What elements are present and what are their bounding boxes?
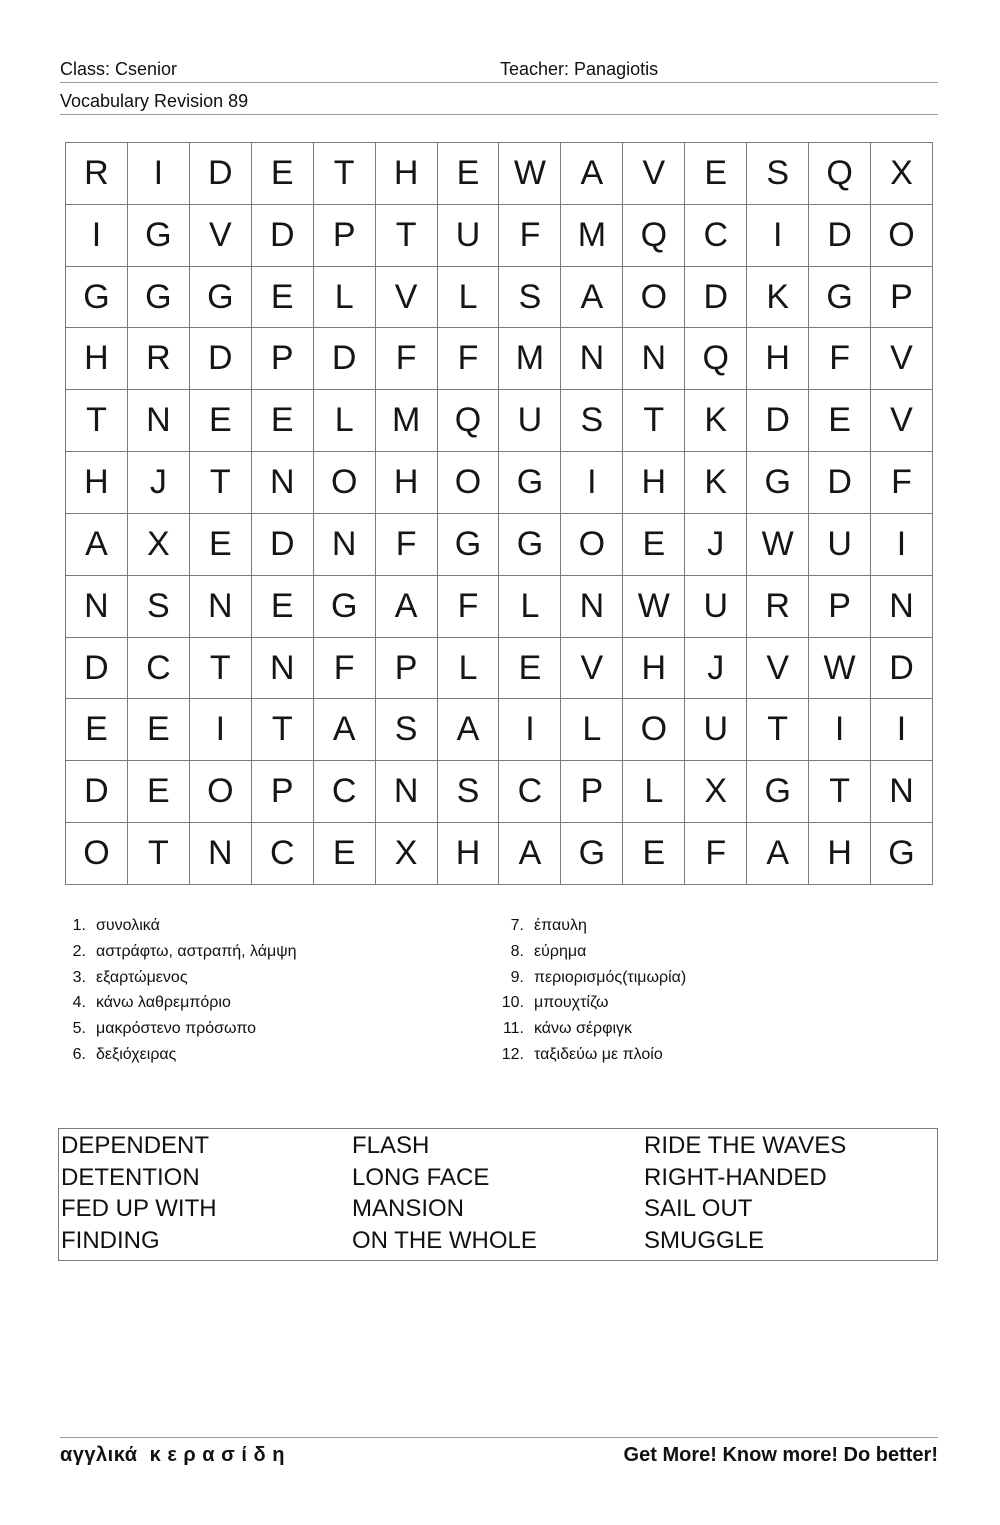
grid-cell[interactable]: F bbox=[871, 452, 933, 514]
word-bank-item: ON THE WHOLE bbox=[352, 1226, 537, 1254]
grid-cell[interactable]: N bbox=[314, 514, 376, 576]
grid-cell[interactable]: A bbox=[314, 699, 376, 761]
grid-cell[interactable]: L bbox=[438, 638, 500, 700]
grid-cell[interactable]: G bbox=[314, 576, 376, 638]
grid-cell[interactable]: D bbox=[809, 452, 871, 514]
header-row-class-teacher bbox=[60, 58, 938, 83]
clue-text: κάνω λαθρεμπόριο bbox=[96, 994, 231, 1012]
grid-cell[interactable]: C bbox=[252, 823, 314, 885]
grid-cell[interactable]: G bbox=[190, 267, 252, 329]
grid-cell[interactable]: M bbox=[499, 328, 561, 390]
clue-item bbox=[60, 1042, 460, 1068]
grid-cell[interactable]: S bbox=[376, 699, 438, 761]
clue-item bbox=[498, 1016, 928, 1042]
grid-cell[interactable]: C bbox=[685, 205, 747, 267]
footer-author: αγγλικά κ ε ρ α σ ί δ η bbox=[60, 1444, 285, 1466]
grid-cell[interactable]: A bbox=[561, 267, 623, 329]
grid-cell[interactable]: I bbox=[871, 514, 933, 576]
word-bank-item: RIGHT-HANDED bbox=[644, 1163, 827, 1191]
grid-cell[interactable]: V bbox=[376, 267, 438, 329]
grid-cell[interactable]: H bbox=[747, 328, 809, 390]
grid-cell[interactable]: A bbox=[499, 823, 561, 885]
grid-cell[interactable]: A bbox=[747, 823, 809, 885]
grid-cell[interactable]: V bbox=[561, 638, 623, 700]
word-bank-item: MANSION bbox=[352, 1195, 465, 1222]
grid-cell[interactable]: F bbox=[809, 328, 871, 390]
grid-cell[interactable]: E bbox=[190, 514, 252, 576]
grid-cell[interactable]: V bbox=[623, 143, 685, 205]
grid-cell[interactable]: E bbox=[809, 390, 871, 452]
header-row-title bbox=[60, 90, 938, 115]
grid-cell[interactable]: U bbox=[685, 576, 747, 638]
grid-cell[interactable]: J bbox=[685, 638, 747, 700]
grid-cell[interactable]: O bbox=[871, 205, 933, 267]
grid-cell[interactable]: P bbox=[252, 328, 314, 390]
grid-cell[interactable]: M bbox=[376, 390, 438, 452]
grid-cell[interactable]: F bbox=[376, 514, 438, 576]
grid-cell[interactable]: H bbox=[376, 143, 438, 205]
word-bank-item: FLASH bbox=[352, 1132, 430, 1159]
grid-cell[interactable]: L bbox=[438, 267, 500, 329]
clue-item bbox=[498, 913, 928, 939]
word-bank-item: FED UP WITH bbox=[61, 1195, 217, 1222]
grid-cell[interactable]: N bbox=[561, 576, 623, 638]
clue-text: αστράφτω, αστραπή, λάμψη bbox=[96, 942, 297, 960]
grid-cell[interactable]: V bbox=[747, 638, 809, 700]
grid-cell[interactable]: O bbox=[190, 761, 252, 823]
grid-cell[interactable]: U bbox=[809, 514, 871, 576]
grid-cell[interactable]: L bbox=[314, 390, 376, 452]
grid-cell[interactable]: G bbox=[438, 514, 500, 576]
grid-cell[interactable]: D bbox=[190, 143, 252, 205]
grid-cell[interactable]: E bbox=[66, 699, 128, 761]
grid-cell[interactable]: M bbox=[561, 205, 623, 267]
grid-cell[interactable]: N bbox=[252, 452, 314, 514]
grid-cell[interactable]: P bbox=[561, 761, 623, 823]
grid-cell[interactable]: G bbox=[128, 267, 190, 329]
grid-cell[interactable]: T bbox=[747, 699, 809, 761]
word-bank-item: RIDE THE WAVES bbox=[644, 1132, 847, 1159]
clue-text: συνολικά bbox=[96, 917, 160, 934]
grid-cell[interactable]: E bbox=[499, 638, 561, 700]
grid-cell[interactable]: G bbox=[561, 823, 623, 885]
grid-cell[interactable]: H bbox=[66, 452, 128, 514]
grid-cell[interactable]: V bbox=[871, 390, 933, 452]
word-bank-item: LONG FACE bbox=[352, 1163, 490, 1191]
grid-cell[interactable]: Q bbox=[685, 328, 747, 390]
footer-slogan: Get More! Know more! Do better! bbox=[623, 1444, 938, 1466]
grid-cell[interactable]: N bbox=[190, 576, 252, 638]
grid-cell[interactable]: I bbox=[499, 699, 561, 761]
grid-cell[interactable]: N bbox=[190, 823, 252, 885]
clue-text: κάνω σέρφιγκ bbox=[534, 1020, 633, 1038]
clue-text: μπουχτίζω bbox=[534, 994, 609, 1012]
grid-cell[interactable]: N bbox=[128, 390, 190, 452]
grid-cell[interactable]: E bbox=[438, 143, 500, 205]
grid-cell[interactable]: E bbox=[128, 761, 190, 823]
grid-cell[interactable]: X bbox=[128, 514, 190, 576]
grid-cell[interactable]: L bbox=[499, 576, 561, 638]
grid-cell[interactable]: G bbox=[747, 452, 809, 514]
grid-cell[interactable]: H bbox=[438, 823, 500, 885]
grid-cell[interactable]: E bbox=[190, 390, 252, 452]
grid-cell[interactable]: K bbox=[685, 452, 747, 514]
word-bank-column bbox=[644, 1130, 846, 1256]
grid-cell[interactable]: O bbox=[561, 514, 623, 576]
grid-cell[interactable]: W bbox=[623, 576, 685, 638]
grid-cell[interactable]: I bbox=[809, 699, 871, 761]
grid-cell[interactable]: D bbox=[809, 205, 871, 267]
grid-cell[interactable]: I bbox=[747, 205, 809, 267]
grid-cell[interactable]: R bbox=[747, 576, 809, 638]
clue-number: 7. bbox=[510, 917, 524, 934]
grid-cell[interactable]: E bbox=[252, 143, 314, 205]
grid-cell[interactable]: A bbox=[438, 699, 500, 761]
clue-list-left bbox=[60, 913, 460, 1068]
clue-number: 1. bbox=[72, 917, 86, 934]
grid-cell[interactable]: F bbox=[438, 576, 500, 638]
clue-text: ταξιδεύω με πλοίο bbox=[534, 1045, 663, 1063]
grid-cell[interactable]: X bbox=[685, 761, 747, 823]
grid-cell[interactable]: V bbox=[871, 328, 933, 390]
clue-number: 12. bbox=[501, 1045, 524, 1063]
word-search-grid bbox=[65, 142, 933, 885]
grid-cell[interactable]: T bbox=[190, 452, 252, 514]
grid-cell[interactable]: S bbox=[128, 576, 190, 638]
grid-cell[interactable]: H bbox=[376, 452, 438, 514]
grid-cell[interactable]: D bbox=[871, 638, 933, 700]
grid-cell[interactable]: G bbox=[747, 761, 809, 823]
grid-cell[interactable]: I bbox=[561, 452, 623, 514]
word-bank-column bbox=[61, 1130, 217, 1256]
word-bank-item: SMUGGLE bbox=[644, 1226, 765, 1254]
grid-cell[interactable]: N bbox=[252, 638, 314, 700]
grid-cell[interactable]: E bbox=[623, 823, 685, 885]
grid-cell[interactable]: E bbox=[252, 576, 314, 638]
clue-item bbox=[498, 1042, 928, 1068]
grid-cell[interactable]: W bbox=[809, 638, 871, 700]
clue-number: 11. bbox=[502, 1020, 524, 1038]
clue-number: 3. bbox=[72, 968, 86, 986]
grid-cell[interactable]: N bbox=[66, 576, 128, 638]
grid-cell[interactable]: I bbox=[190, 699, 252, 761]
clue-item bbox=[498, 939, 928, 965]
clue-item bbox=[60, 965, 460, 991]
grid-cell[interactable]: T bbox=[252, 699, 314, 761]
grid-cell[interactable]: E bbox=[314, 823, 376, 885]
grid-cell[interactable]: R bbox=[128, 328, 190, 390]
clue-number: 5. bbox=[72, 1020, 86, 1038]
grid-cell[interactable]: P bbox=[809, 576, 871, 638]
grid-cell[interactable]: F bbox=[376, 328, 438, 390]
grid-cell[interactable]: P bbox=[314, 205, 376, 267]
grid-cell[interactable]: J bbox=[685, 514, 747, 576]
grid-cell[interactable]: G bbox=[66, 267, 128, 329]
grid-cell[interactable]: I bbox=[66, 205, 128, 267]
grid-cell[interactable]: E bbox=[252, 267, 314, 329]
grid-cell[interactable]: X bbox=[871, 143, 933, 205]
grid-cell[interactable]: F bbox=[499, 205, 561, 267]
clue-item bbox=[60, 913, 460, 939]
grid-cell[interactable]: S bbox=[561, 390, 623, 452]
grid-cell[interactable]: F bbox=[438, 328, 500, 390]
grid-cell[interactable]: U bbox=[685, 699, 747, 761]
clue-text: μακρόστενο πρόσωπο bbox=[96, 1020, 257, 1038]
clue-number: 6. bbox=[72, 1045, 86, 1063]
grid-cell[interactable]: A bbox=[561, 143, 623, 205]
grid-cell[interactable]: T bbox=[128, 823, 190, 885]
worksheet-title: Vocabulary Revision 89 bbox=[60, 91, 249, 111]
grid-cell[interactable]: S bbox=[438, 761, 500, 823]
grid-cell[interactable]: O bbox=[623, 267, 685, 329]
word-bank-item: FINDING bbox=[61, 1226, 160, 1254]
grid-cell[interactable]: Q bbox=[438, 390, 500, 452]
grid-cell[interactable]: H bbox=[809, 823, 871, 885]
grid-cell[interactable]: C bbox=[499, 761, 561, 823]
grid-cell[interactable]: U bbox=[499, 390, 561, 452]
grid-cell[interactable]: D bbox=[685, 267, 747, 329]
grid-cell[interactable]: D bbox=[190, 328, 252, 390]
grid-cell[interactable]: X bbox=[376, 823, 438, 885]
grid-cell[interactable]: G bbox=[499, 514, 561, 576]
grid-cell[interactable]: S bbox=[499, 267, 561, 329]
clue-item bbox=[498, 965, 928, 991]
grid-cell[interactable]: D bbox=[747, 390, 809, 452]
clue-number: 9. bbox=[510, 968, 524, 986]
grid-cell[interactable]: S bbox=[747, 143, 809, 205]
grid-cell[interactable]: F bbox=[685, 823, 747, 885]
grid-cell[interactable]: J bbox=[128, 452, 190, 514]
grid-cell[interactable]: V bbox=[190, 205, 252, 267]
footer-divider bbox=[60, 1437, 938, 1438]
grid-cell[interactable]: U bbox=[438, 205, 500, 267]
grid-cell[interactable]: O bbox=[623, 699, 685, 761]
grid-cell[interactable]: G bbox=[871, 823, 933, 885]
grid-cell[interactable]: Q bbox=[623, 205, 685, 267]
grid-cell[interactable]: I bbox=[871, 699, 933, 761]
grid-cell[interactable]: T bbox=[809, 761, 871, 823]
grid-cell[interactable]: E bbox=[623, 514, 685, 576]
grid-cell[interactable]: H bbox=[623, 638, 685, 700]
grid-cell[interactable]: I bbox=[128, 143, 190, 205]
word-bank bbox=[58, 1128, 938, 1261]
grid-cell[interactable]: G bbox=[809, 267, 871, 329]
grid-cell[interactable]: L bbox=[314, 267, 376, 329]
word-bank-item: SAIL OUT bbox=[644, 1195, 753, 1222]
clue-number: 4. bbox=[72, 994, 86, 1012]
word-bank-column bbox=[352, 1130, 537, 1256]
grid-cell[interactable]: P bbox=[376, 638, 438, 700]
grid-cell[interactable]: L bbox=[623, 761, 685, 823]
grid-cell[interactable]: T bbox=[66, 390, 128, 452]
clue-number: 2. bbox=[72, 942, 86, 960]
grid-cell[interactable]: W bbox=[747, 514, 809, 576]
word-bank-item: DETENTION bbox=[61, 1163, 200, 1191]
grid-cell[interactable]: T bbox=[376, 205, 438, 267]
grid-cell[interactable]: A bbox=[66, 514, 128, 576]
word-bank-item: DEPENDENT bbox=[61, 1132, 210, 1159]
clue-text: έπαυλη bbox=[534, 917, 587, 934]
grid-cell[interactable]: T bbox=[190, 638, 252, 700]
class-label: Class: Csenior bbox=[60, 59, 178, 79]
grid-cell[interactable]: A bbox=[376, 576, 438, 638]
grid-cell[interactable]: N bbox=[623, 328, 685, 390]
grid-cell[interactable]: W bbox=[499, 143, 561, 205]
clue-number: 10. bbox=[501, 994, 524, 1012]
grid-cell[interactable]: N bbox=[561, 328, 623, 390]
grid-cell[interactable]: N bbox=[871, 761, 933, 823]
clue-text: εύρημα bbox=[534, 942, 587, 960]
grid-cell[interactable]: D bbox=[252, 514, 314, 576]
grid-cell[interactable]: P bbox=[871, 267, 933, 329]
grid-cell[interactable]: O bbox=[438, 452, 500, 514]
grid-cell[interactable]: O bbox=[66, 823, 128, 885]
grid-cell[interactable]: N bbox=[376, 761, 438, 823]
grid-cell[interactable]: E bbox=[252, 390, 314, 452]
grid-cell[interactable]: F bbox=[314, 638, 376, 700]
grid-cell[interactable]: P bbox=[252, 761, 314, 823]
grid-cell[interactable]: H bbox=[623, 452, 685, 514]
clue-item bbox=[60, 939, 460, 965]
grid-cell[interactable]: R bbox=[66, 143, 128, 205]
grid-cell[interactable]: C bbox=[314, 761, 376, 823]
clue-item bbox=[498, 990, 928, 1016]
grid-cell[interactable]: T bbox=[623, 390, 685, 452]
grid-cell[interactable]: E bbox=[128, 699, 190, 761]
clue-text: δεξιόχειρας bbox=[96, 1045, 177, 1063]
grid-cell[interactable]: G bbox=[128, 205, 190, 267]
clue-text: περιορισμός(τιμωρία) bbox=[534, 968, 687, 986]
grid-cell[interactable]: D bbox=[314, 328, 376, 390]
clue-item bbox=[60, 1016, 460, 1042]
grid-cell[interactable]: K bbox=[685, 390, 747, 452]
clue-number: 8. bbox=[510, 942, 524, 960]
grid-cell[interactable]: T bbox=[314, 143, 376, 205]
grid-cell[interactable]: K bbox=[747, 267, 809, 329]
grid-cell[interactable]: D bbox=[66, 638, 128, 700]
teacher-label: Teacher: Panagiotis bbox=[500, 59, 659, 79]
grid-cell[interactable]: N bbox=[871, 576, 933, 638]
clue-list-right bbox=[498, 913, 928, 1068]
grid-cell[interactable]: D bbox=[66, 761, 128, 823]
clue-text: εξαρτώμενος bbox=[96, 968, 188, 986]
grid-cell[interactable]: D bbox=[252, 205, 314, 267]
grid-cell[interactable]: L bbox=[561, 699, 623, 761]
grid-cell[interactable]: C bbox=[128, 638, 190, 700]
grid-cell[interactable]: H bbox=[66, 328, 128, 390]
grid-cell[interactable]: G bbox=[499, 452, 561, 514]
grid-cell[interactable]: Q bbox=[809, 143, 871, 205]
grid-cell[interactable]: O bbox=[314, 452, 376, 514]
grid-cell[interactable]: E bbox=[685, 143, 747, 205]
clue-item bbox=[60, 990, 460, 1016]
